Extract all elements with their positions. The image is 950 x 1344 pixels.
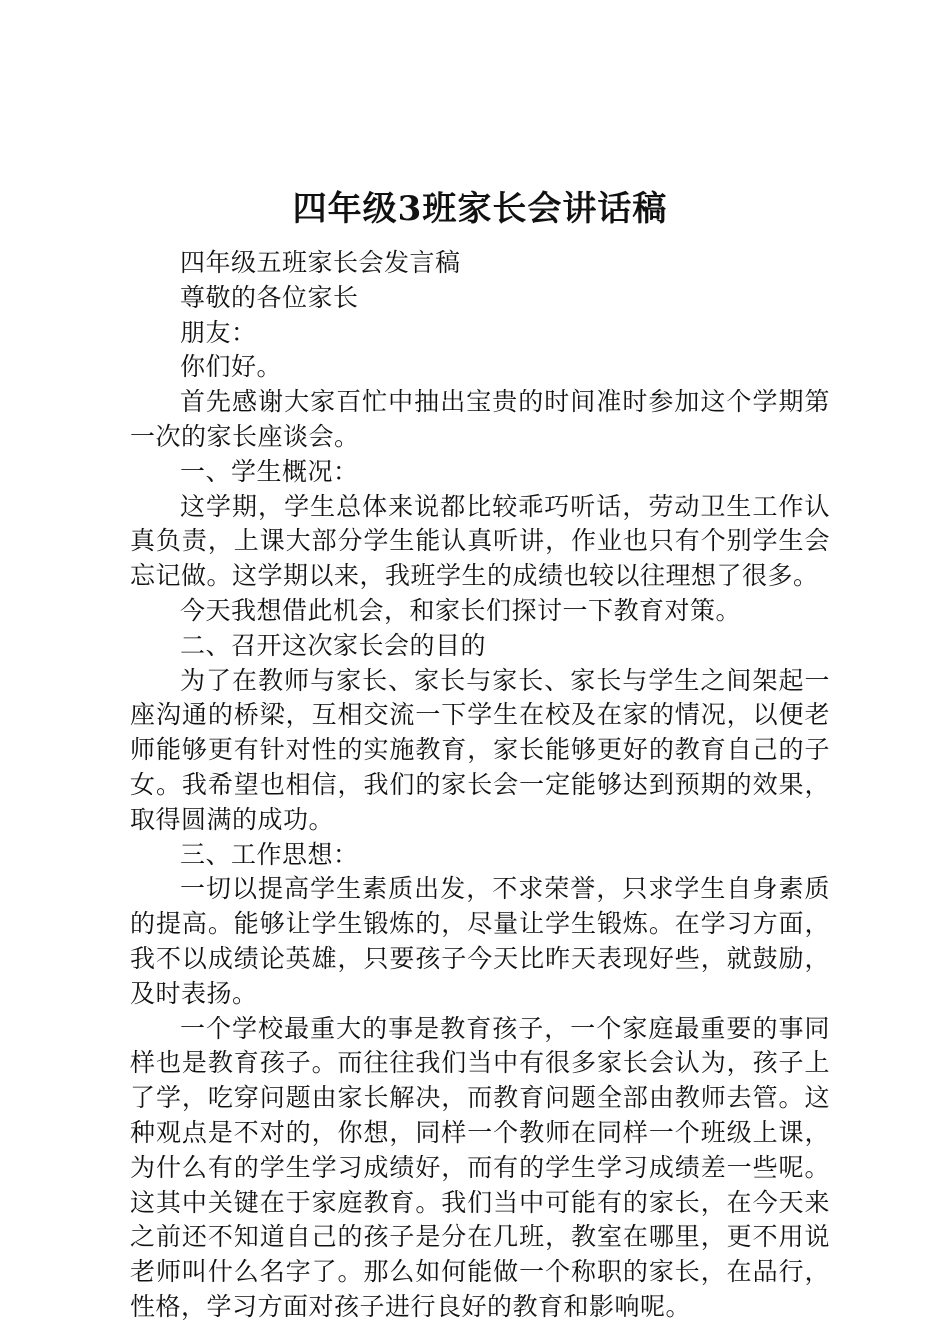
paragraph-greeting: 你们好。	[180, 352, 283, 382]
paragraph-salutation-friends: 朋友：	[180, 317, 257, 347]
document-title: 四年级3班家长会讲话稿	[292, 189, 668, 229]
document-page	[130, 182, 830, 1325]
paragraph-philosophy: 一切以提高学生素质出发，不求荣誉，只求学生自身素质的提高。能够让学生锻炼的，尽量让学生锻炼。在学习方面，我不以成绩论英雄，只要孩子今天比昨天表现好些，就鼓励，及时表扬。	[130, 874, 830, 1008]
paragraph-salutation: 尊敬的各位家长	[180, 282, 359, 312]
section-heading-purpose: 二、召开这次家长会的目的	[180, 630, 487, 660]
paragraph-thanks: 首先感谢大家百忙中抽出宝贵的时间准时参加这个学期第一次的家长座谈会。	[130, 387, 830, 451]
paragraph-purpose: 为了在教师与家长、家长与家长、家长与学生之间架起一座沟通的桥梁，互相交流一下学生在校及在家的情况，以便老师能够更有针对性的实施教育，家长能够更好的教育自己的子女。我希望也相信，我们的家长会一定能够达到预期的效果，取得圆满的成功。	[130, 665, 830, 834]
paragraph-heading: 四年级五班家长会发言稿	[180, 248, 461, 277]
document-body	[130, 246, 830, 1325]
paragraph-family-education: 一个学校最重大的事是教育孩子，一个家庭最重要的事同样也是教育孩子。而往往我们当中有很多家长会认为，孩子上了学，吃穿问题由家长解决，而教育问题全部由教师去管。这种观点是不对的，你想，同样一个教师在同样一个班级上课，为什么有的学生学习成绩好，而有的学生学习成绩差一些呢。这其中关键在于家庭教育。我们当中可能有的家长，在今天来之前还不知道自己的孩子是分在几班，教室在哪里，更不用说老师叫什么名字了。那么如何能做一个称职的家长，在品行，性格，学习方面对孩子进行良好的教育和影响呢。	[130, 1013, 830, 1321]
section-heading-philosophy: 三、工作思想：	[180, 839, 359, 869]
paragraph-students: 这学期，学生总体来说都比较乖巧听话，劳动卫生工作认真负责，上课大部分学生能认真听讲，作业也只有个别学生会忘记做。这学期以来，我班学生的成绩也较以往理想了很多。	[130, 491, 830, 591]
paragraph-discussion: 今天我想借此机会，和家长们探讨一下教育对策。	[180, 595, 742, 625]
section-heading-students: 一、学生概况：	[180, 456, 359, 486]
